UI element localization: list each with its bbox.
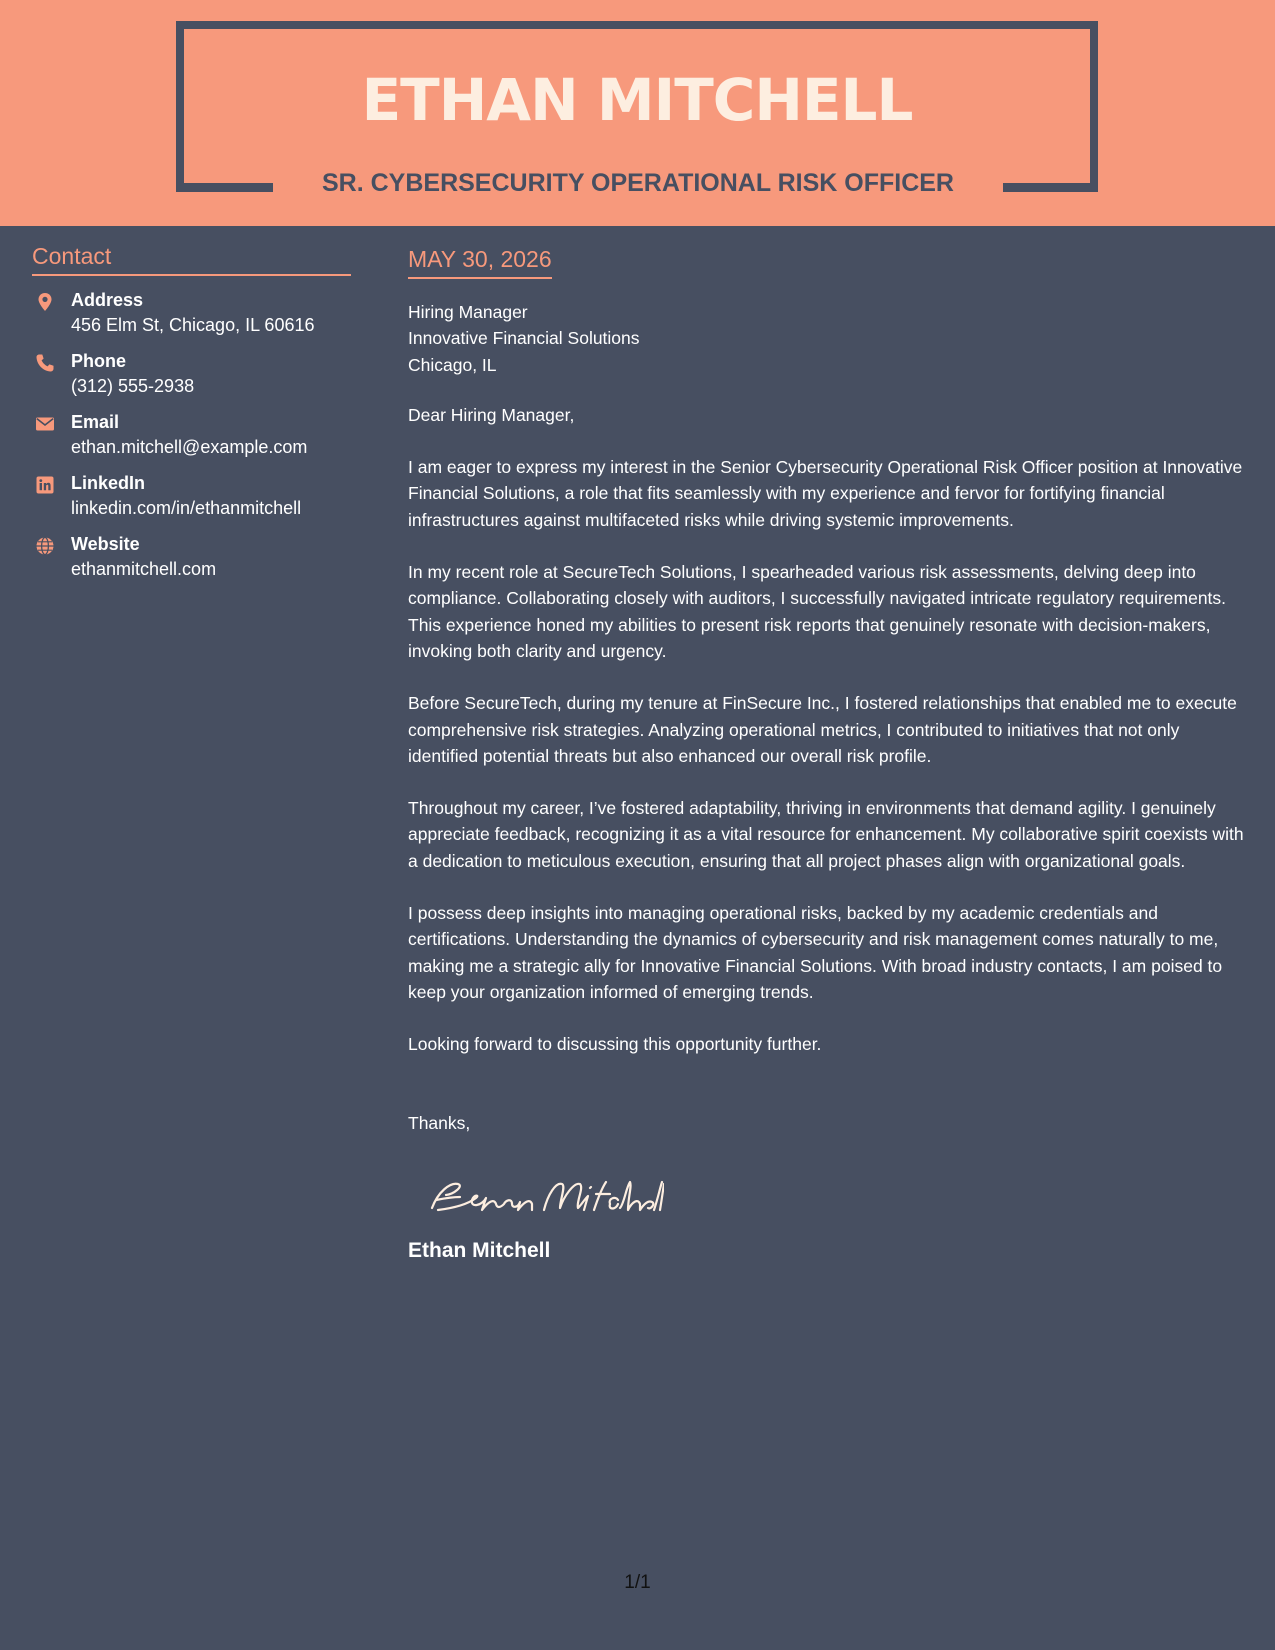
contact-label: LinkedIn: [71, 473, 146, 493]
page-number: 1/1: [624, 1572, 651, 1593]
map-pin-icon: [35, 292, 55, 312]
contact-heading: Contact: [32, 240, 351, 276]
letter-paragraph: In my recent role at SecureTech Solutions, I spearheaded various risk assessments, delving deep into compliance. Collaborating closely with auditors, I successfully navigated intricate regulatory requirements. This experience honed my abilities to present risk reports that genuinely resonate with decision-makers, invoking both clarity and urgency.: [408, 562, 1227, 661]
contact-label: Phone: [71, 351, 127, 371]
contact-sidebar: [32, 240, 351, 593]
salutation: Dear Hiring Manager,: [408, 404, 575, 425]
letter-paragraph: I am eager to express my interest in the Senior Cybersecurity Operational Risk Officer position at Innovative Financial Solutions, a role that fits seamlessly with my experience and fervor for fortifying financial infrastructures against multifaceted risks while driving systemic improvements.: [408, 457, 1243, 530]
signer-name: Ethan Mitchell: [408, 1238, 551, 1262]
letter-paragraph: Looking forward to discussing this opportunity further.: [408, 1034, 822, 1055]
applicant-name: ETHAN MITCHELL: [361, 66, 913, 134]
contact-value: ethan.mitchell@example.com: [71, 437, 308, 457]
header-frame-foot-right: [1003, 183, 1098, 192]
letter-paragraph: Before SecureTech, during my tenure at FinSecure Inc., I fostered relationships that enabled me to execute comprehensive risk strategies. Analyzing operational metrics, I contributed to initiatives that not only identified potential threats but also enhanced our overall risk profile.: [408, 693, 1237, 766]
recipient-line: Innovative Financial Solutions: [408, 328, 640, 349]
contact-label: Address: [71, 290, 144, 310]
letter-body: [408, 243, 1253, 1266]
linkedin-icon: [35, 475, 55, 495]
envelope-icon: [35, 414, 55, 434]
phone-icon: [35, 353, 55, 373]
contact-label: Email: [71, 412, 120, 432]
job-title: SR. CYBERSECURITY OPERATIONAL RISK OFFICER: [321, 169, 954, 197]
recipient-line: Chicago, IL: [408, 354, 497, 375]
contact-value: 456 Elm St, Chicago, IL 60616: [71, 315, 315, 335]
globe-icon: [35, 536, 55, 556]
closing: Thanks,: [408, 1112, 471, 1133]
contact-value: linkedin.com/in/ethanmitchell: [71, 498, 302, 518]
signature-image: [424, 1164, 1253, 1224]
letter-date: MAY 30, 2026: [408, 243, 552, 279]
letter-paragraph: Throughout my career, I’ve fostered adaptability, thriving in environments that demand agility. I genuinely appreciate feedback, recognizing it as a vital resource for enhancement. My collaborative spirit coexists with a dedication to meticulous execution, ensuring that all project phases align with organizational goals.: [408, 798, 1244, 871]
recipient-line: Hiring Manager: [408, 302, 528, 322]
contact-label: Website: [71, 534, 140, 554]
contact-value: (312) 555-2938: [71, 376, 195, 396]
contact-phone: [32, 349, 351, 399]
contact-linkedin: [32, 471, 351, 521]
header-banner: [0, 0, 1275, 226]
signature-graphic: [424, 1164, 664, 1224]
recipient-block: [408, 299, 1253, 378]
contact-address: [32, 288, 351, 338]
contact-website: [32, 532, 351, 582]
header-frame-foot-left: [176, 183, 273, 192]
contact-value: ethanmitchell.com: [71, 559, 217, 579]
contact-email: [32, 410, 351, 460]
letter-paragraph: I possess deep insights into managing operational risks, backed by my academic credentials and certifications. Understanding the dynamics of cybersecurity and risk management comes naturally to me, making me a strategic ally for Innovative Financial Solutions. With broad industry contacts, I am poised to keep your organization informed of emerging trends.: [408, 903, 1223, 1002]
